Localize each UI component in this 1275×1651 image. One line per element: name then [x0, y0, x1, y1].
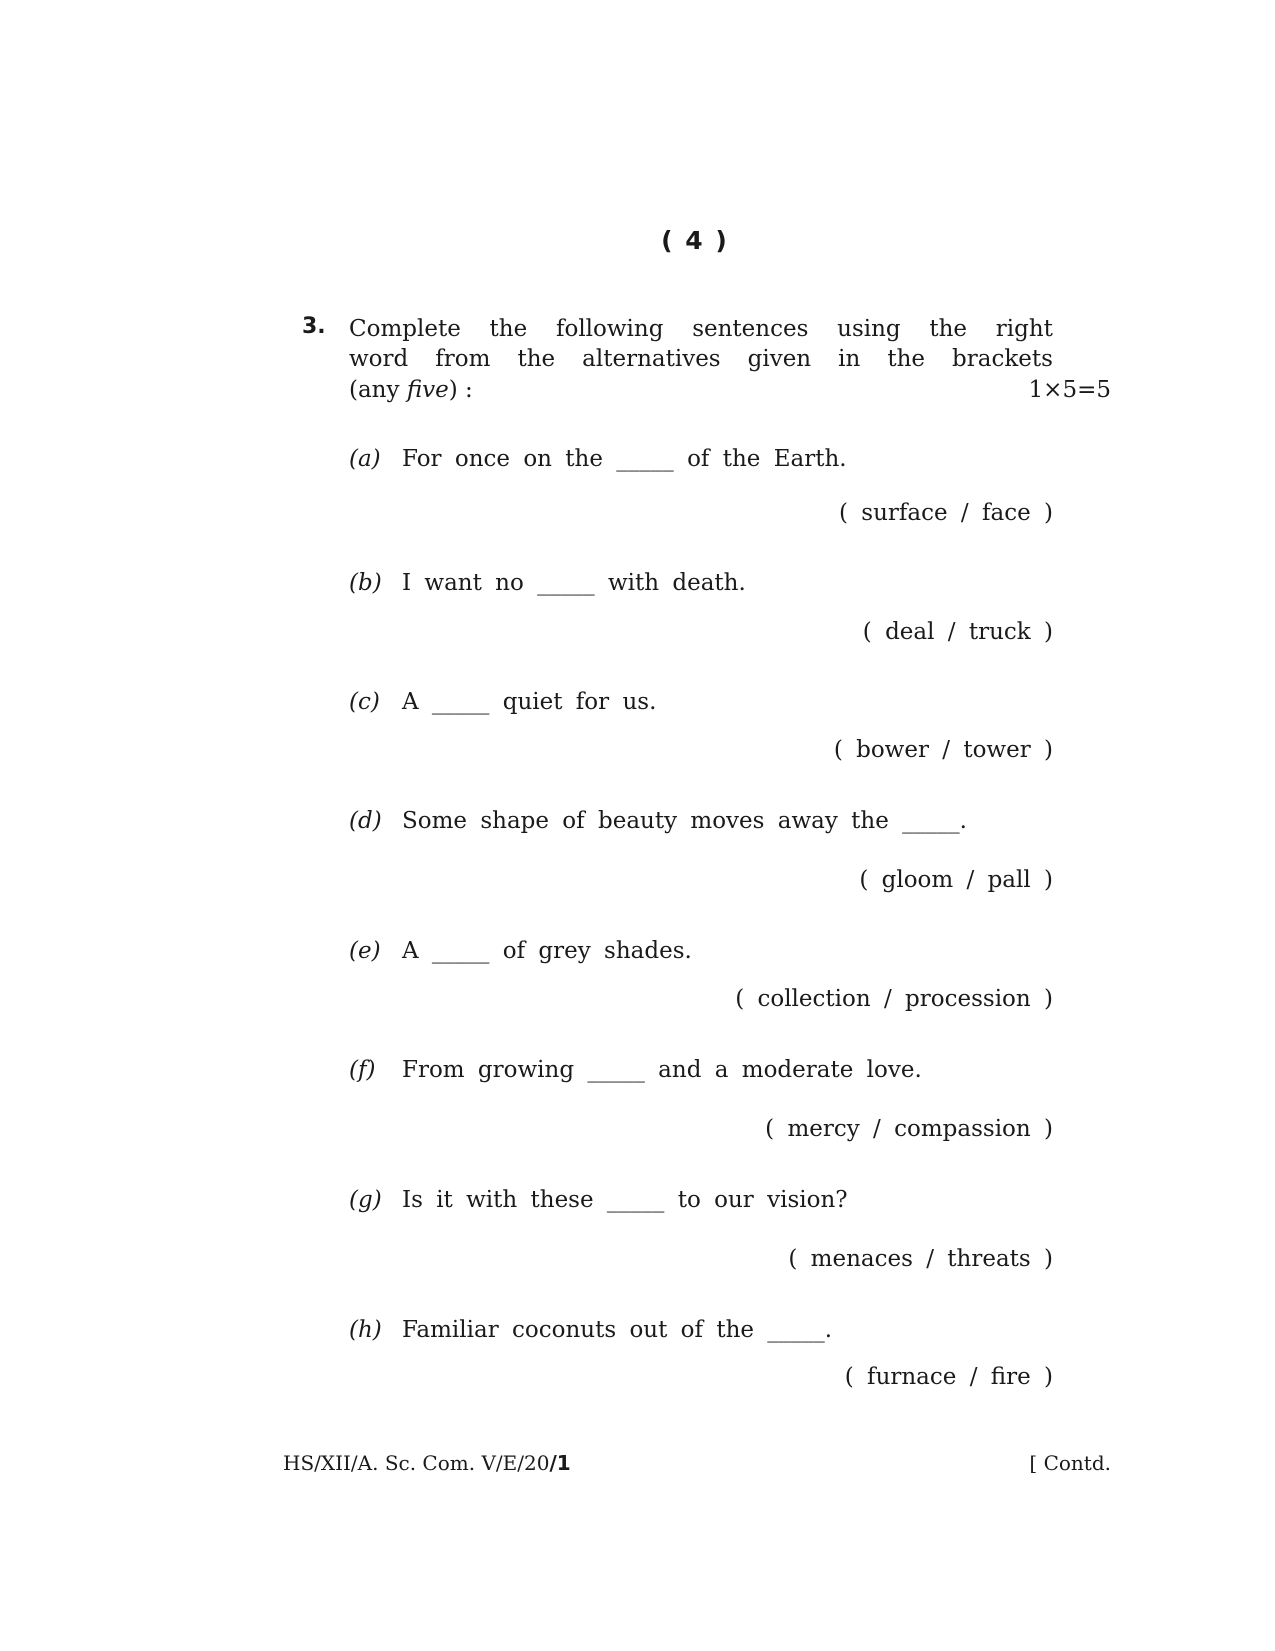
- item-options-a: ( surface / face ): [839, 500, 1053, 526]
- item-text-g: Is it with these _____ to our vision?: [402, 1187, 848, 1213]
- paper-code-prefix: HS/XII/A. Sc. Com. V/E/20: [283, 1451, 550, 1475]
- word: using: [837, 316, 901, 342]
- word: alternatives: [582, 346, 721, 372]
- word: the: [887, 346, 925, 372]
- marks-allocation: 1×5=5: [1028, 377, 1111, 403]
- paper-code-suffix: /1: [549, 1451, 571, 1475]
- word: the: [517, 346, 556, 372]
- item-options-b: ( deal / truck ): [862, 619, 1053, 645]
- paper-code: [283, 1451, 571, 1475]
- word: Complete: [349, 316, 461, 342]
- word: in: [838, 346, 861, 372]
- question-instruction-line-1: [349, 314, 1053, 345]
- word: right: [995, 316, 1053, 342]
- word: brackets: [952, 346, 1053, 372]
- word: sentences: [692, 316, 809, 342]
- item-label-f: (f): [349, 1057, 376, 1083]
- item-label-a: (a): [349, 446, 381, 472]
- word: from: [435, 346, 491, 372]
- item-options-e: ( collection / procession ): [735, 986, 1053, 1012]
- page-number: ( 4 ): [661, 226, 729, 255]
- item-label-g: (g): [349, 1187, 382, 1213]
- word: the: [489, 316, 528, 342]
- five-emphasis: five: [406, 377, 449, 403]
- question-number: 3.: [302, 314, 326, 339]
- question-instruction-line-2: [349, 344, 1053, 375]
- item-text-b: I want no _____ with death.: [402, 570, 746, 596]
- item-text-d: Some shape of beauty moves away the _____.: [402, 808, 967, 834]
- item-label-b: (b): [349, 570, 382, 596]
- word: following: [555, 316, 664, 342]
- word: word: [349, 346, 409, 372]
- word: the: [929, 316, 968, 342]
- word: given: [747, 346, 812, 372]
- item-options-c: ( bower / tower ): [833, 737, 1053, 763]
- continued-note: [ Contd.: [1029, 1451, 1111, 1475]
- question-instruction-line-3: [349, 377, 473, 403]
- item-text-a: For once on the _____ of the Earth.: [402, 446, 847, 472]
- any-suffix: ) :: [448, 377, 473, 403]
- item-text-h: Familiar coconuts out of the _____.: [402, 1317, 833, 1343]
- item-text-e: A _____ of grey shades.: [402, 938, 692, 964]
- item-text-c: A _____ quiet for us.: [402, 689, 657, 715]
- any-prefix: (any: [349, 377, 407, 403]
- item-options-g: ( menaces / threats ): [788, 1246, 1053, 1272]
- item-options-d: ( gloom / pall ): [859, 867, 1053, 893]
- item-label-c: (c): [349, 689, 380, 715]
- item-options-f: ( mercy / compassion ): [765, 1116, 1053, 1142]
- item-label-e: (e): [349, 938, 381, 964]
- item-label-h: (h): [349, 1317, 382, 1343]
- item-options-h: ( furnace / fire ): [844, 1364, 1053, 1390]
- item-label-d: (d): [349, 808, 382, 834]
- item-text-f: From growing _____ and a moderate love.: [402, 1057, 922, 1083]
